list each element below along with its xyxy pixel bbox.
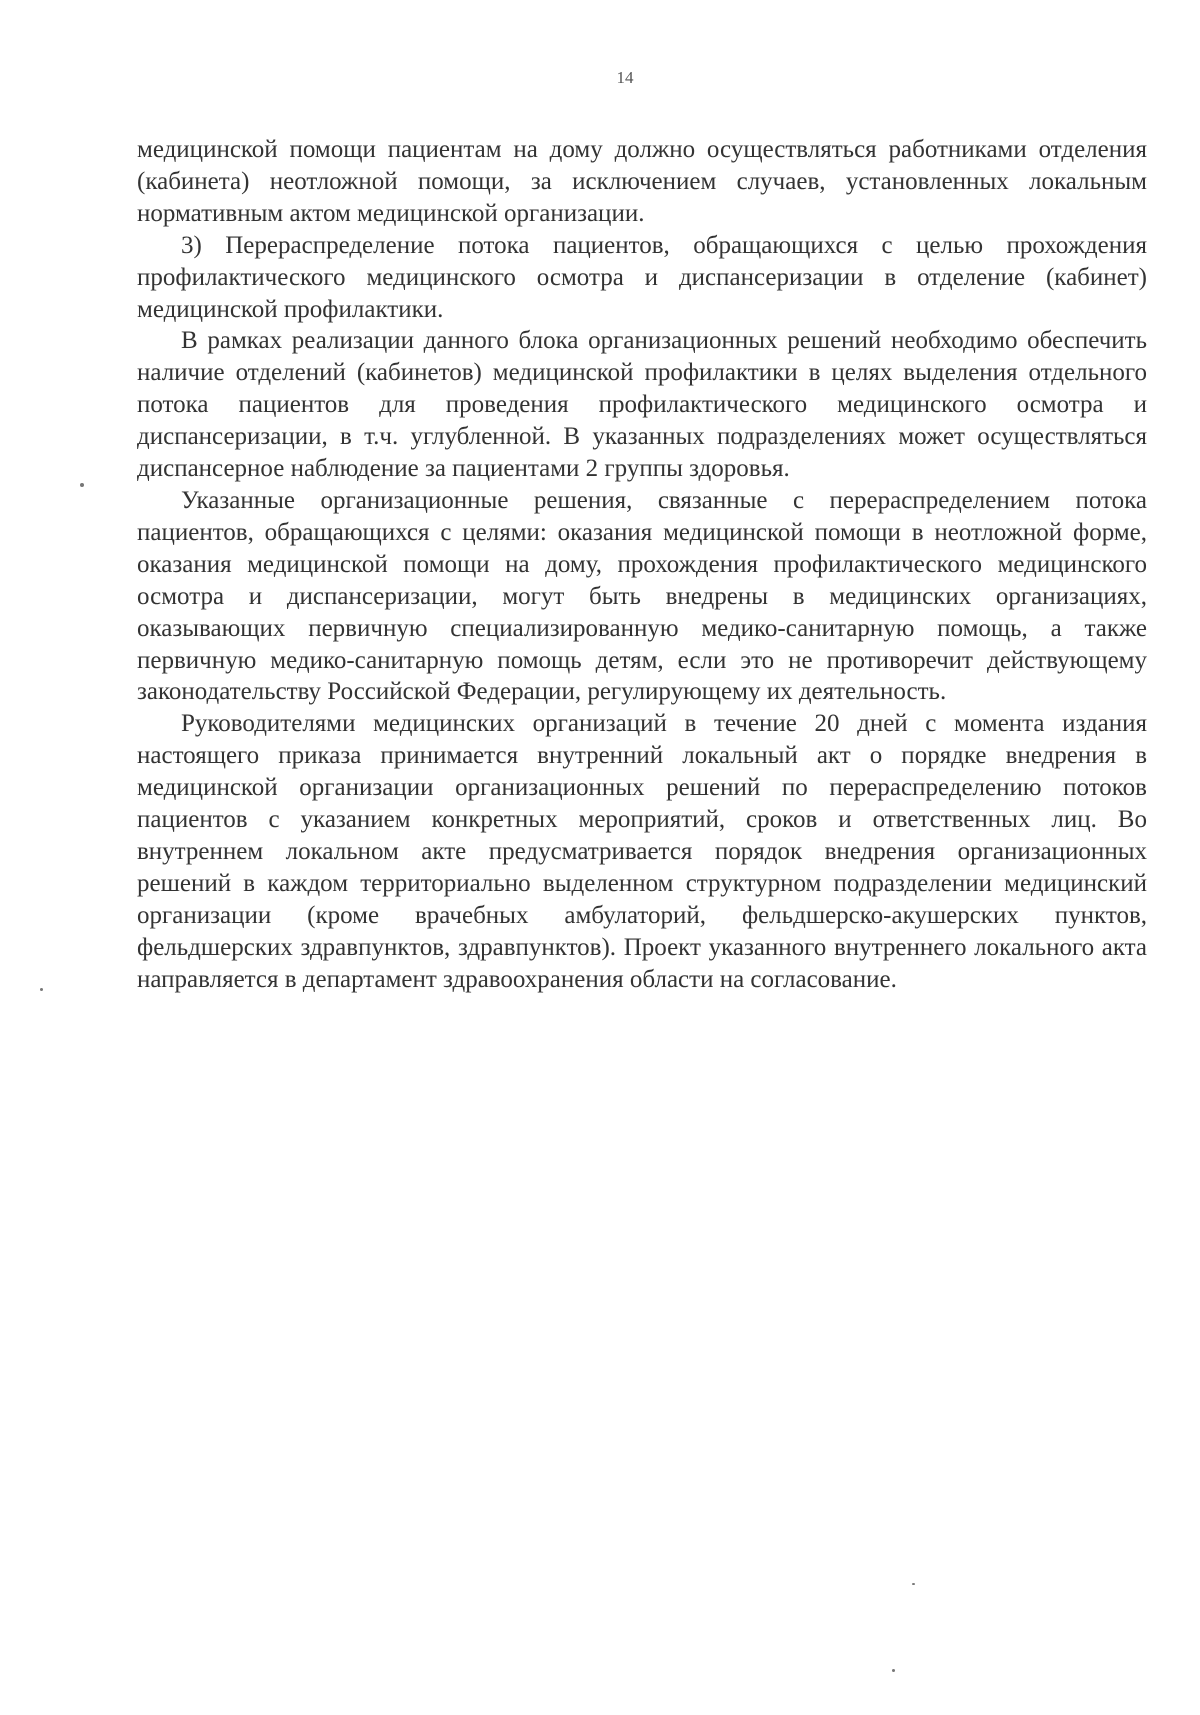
scan-speck [40, 988, 43, 991]
paragraph-continuation: медицинской помощи пациентам на дому должно осуществляться работниками отделения (кабинета) неотложной помощи, за исключением случаев, установленных локальным нормативным актом медицинской организации. [137, 136, 1147, 227]
scan-speck [892, 1669, 895, 1672]
scan-speck [912, 1583, 915, 1585]
paragraph-item-3: 3) Перераспределение потока пациентов, обращающихся с целью прохождения профилактического медицинского осмотра и диспансеризации в отделение (кабинет) медицинской профилактики. [137, 231, 1147, 323]
paragraph-prevention-units: В рамках реализации данного блока организационных решений необходимо обеспечить наличие отделений (кабинетов) медицинской профилактики в целях выделения отдельного потока пациентов для проведения профилактического медицинского осмотра и диспансеризации, в т.ч. углубленной. В указанных подразделениях может осуществляться диспансерное наблюдение за пациентами 2 группы здоровья. [137, 327, 1147, 483]
paragraph-organizational-decisions: Указанные организационные решения, связанные с перераспределением потока пациентов, обращающихся с целями: оказания медицинской помощи в неотложной форме, оказания медицинской помощи на дому, прохождения профилактического медицинского осмотра и диспансеризации, могут быть внедрены в медицинских организациях, оказывающих первичную специализированную медико-санитарную помощь, а также первичную медико-санитарную помощь детям, если это не противоречит действующему законодательству Российской Федерации, регулирующему их деятельность. [137, 486, 1147, 706]
paragraph-local-act: Руководителями медицинских организаций в течение 20 дней с момента издания настоящего приказа принимается внутренний локальный акт о порядке внедрения в медицинской организации организационных решений по перераспределению потоков пациентов с указанием конкретных мероприятий, сроков и ответственных лиц. Во внутреннем локальном акте предусматривается порядок внедрения организационных решений в каждом территориально выделенном структурном подразделении медицинский организации (кроме врачебных амбулаторий, фельдшерско-акушерских пунктов, фельдшерских здравпунктов, здравпунктов). Проект указанного внутреннего локального акта направляется в департамент здравоохранения области на согласование. [137, 710, 1147, 993]
page-number: 14 [616, 68, 634, 87]
document-body [137, 134, 1147, 995]
scan-speck [80, 483, 84, 487]
